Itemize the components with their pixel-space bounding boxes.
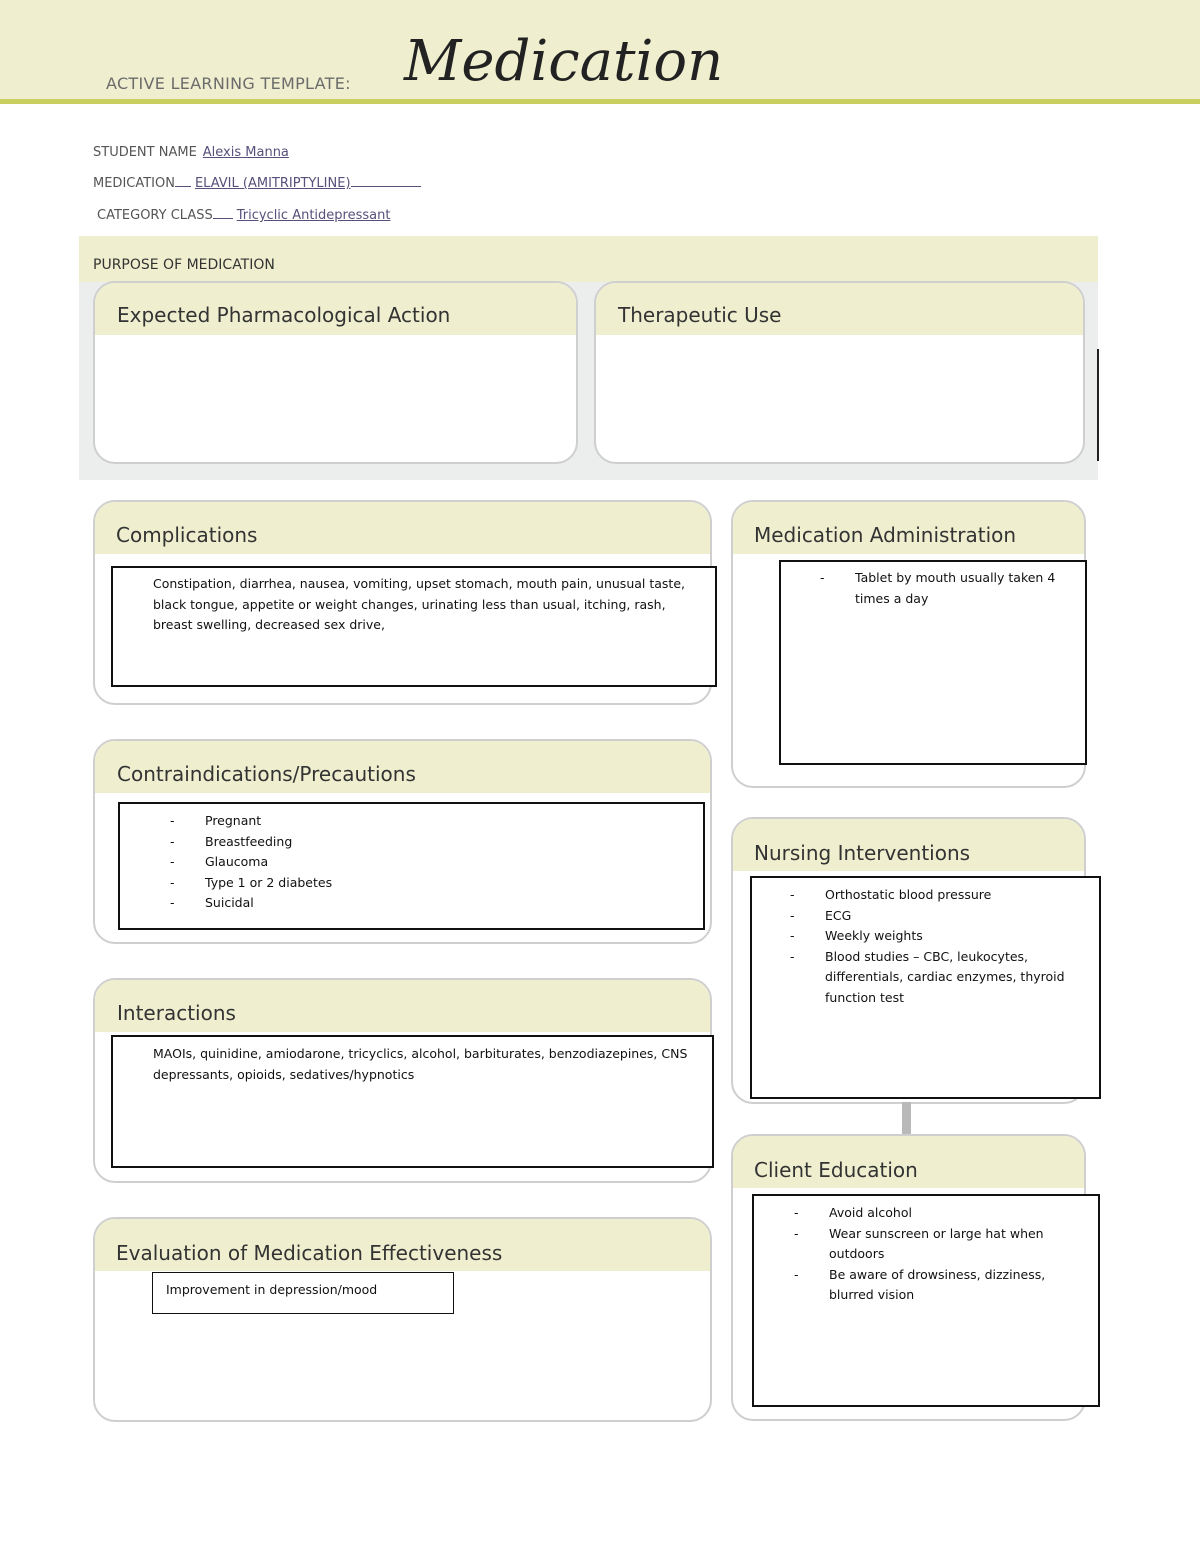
list-item: - Be aware of drowsiness, dizziness, blurred vision <box>829 1265 1077 1306</box>
category-class-label: CATEGORY CLASS <box>97 208 213 223</box>
evaluation-title: Evaluation of Medication Effectiveness <box>116 1241 503 1265</box>
list-item: - Orthostatic blood pressure <box>825 885 1081 906</box>
category-class-value[interactable]: Tricyclic Antidepressant <box>236 208 391 223</box>
purpose-border-mark <box>1097 349 1099 461</box>
list-item: - ECG <box>825 906 1081 927</box>
list-item: - Suicidal <box>205 893 685 914</box>
med-admin-list <box>855 568 1077 609</box>
pharm-action-title: Expected Pharmacological Action <box>117 303 451 327</box>
pharm-action-card <box>93 281 578 464</box>
list-item: - Weekly weights <box>825 926 1081 947</box>
medication-label: MEDICATION <box>93 176 175 191</box>
evaluation-text: Improvement in depression/mood <box>166 1282 378 1297</box>
contraindications-list <box>205 811 685 914</box>
contraindications-title: Contraindications/Precautions <box>117 762 416 786</box>
nursing-list <box>825 885 1081 1008</box>
medication-value[interactable]: ELAVIL (AMITRIPTYLINE) <box>194 176 351 191</box>
list-item: - Glaucoma <box>205 852 685 873</box>
list-item: - Tablet by mouth usually taken 4 times a day <box>855 568 1077 609</box>
template-label: ACTIVE LEARNING TEMPLATE: <box>106 74 351 93</box>
interactions-text: MAOIs, quinidine, amiodarone, tricyclics, alcohol, barbiturates, benzodiazepines, CNS depressants, opioids, sedatives/hypnotics <box>153 1046 688 1082</box>
category-underline-lead <box>213 218 233 219</box>
therapeutic-use-title: Therapeutic Use <box>618 303 782 327</box>
client-education-title: Client Education <box>754 1158 918 1182</box>
purpose-label: PURPOSE OF MEDICATION <box>93 257 275 273</box>
complications-text: Constipation, diarrhea, nausea, vomiting, upset stomach, mouth pain, unusual taste, black tongue, appetite or weight changes, urinating less than usual, itching, rash, breast swelling, decreased sex drive, <box>153 576 685 632</box>
list-item: - Type 1 or 2 diabetes <box>205 873 685 894</box>
interactions-title: Interactions <box>117 1001 236 1025</box>
list-item: - Wear sunscreen or large hat when outdoors <box>829 1224 1077 1265</box>
section-connector <box>902 1102 911 1134</box>
medication-field <box>93 176 421 191</box>
student-name-value[interactable]: Alexis Manna <box>202 145 289 160</box>
header-divider <box>0 99 1200 104</box>
student-name-label: STUDENT NAME <box>93 145 197 160</box>
nursing-title: Nursing Interventions <box>754 841 971 865</box>
evaluation-card <box>93 1217 712 1422</box>
student-name-field <box>93 145 289 160</box>
list-item: - Breastfeeding <box>205 832 685 853</box>
therapeutic-use-card <box>594 281 1085 464</box>
medication-underline-trail <box>351 186 421 187</box>
category-class-field <box>97 208 390 223</box>
complications-title: Complications <box>116 523 258 547</box>
list-item: - Avoid alcohol <box>829 1203 1077 1224</box>
list-item: - Pregnant <box>205 811 685 832</box>
med-admin-title: Medication Administration <box>754 523 1017 547</box>
medication-underline-lead <box>175 186 191 187</box>
client-education-list <box>829 1203 1077 1306</box>
list-item: - Blood studies – CBC, leukocytes, differentials, cardiac enzymes, thyroid function test <box>825 947 1081 1009</box>
page-title: Medication <box>404 29 724 94</box>
